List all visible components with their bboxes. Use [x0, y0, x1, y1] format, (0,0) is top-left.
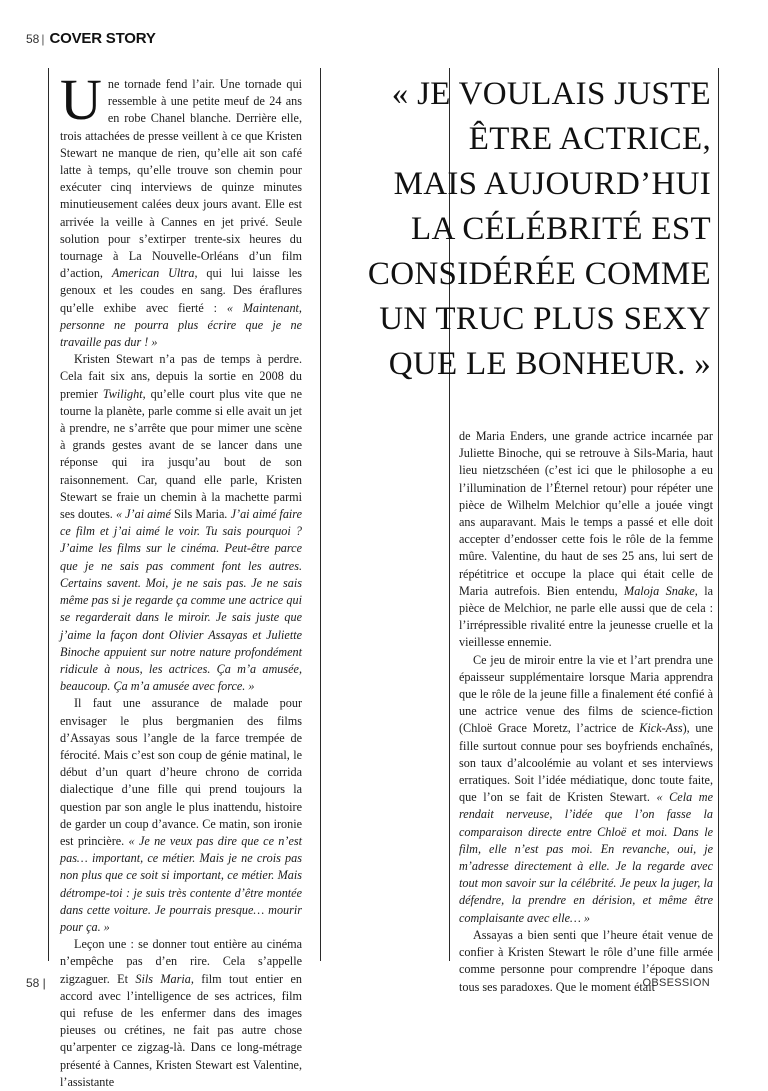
pull-quote-line: ÊTRE ACTRICE, — [468, 121, 711, 157]
paragraph — [60, 936, 302, 1091]
film-title: American Ultra, — [111, 266, 198, 281]
text-run: film tout entier en accord avec l’intelligence de ses actrices, film qui refuse de les enfermer dans des images pieuses ou crétines, ne fait pas autre chose qu’arpenter ce zigzag-là. Dans ce long-métrage présenté à Cannes, Kristen Stewart est Valentine, l’assistante — [60, 971, 302, 1089]
quote-text: « Cela me rendait nerveuse, l’idée que l’on fasse la comparaison directe entre Chloë et moi. Dans le film, elle n’est pas moi. En revanche, oui, je m’adresse directement à elle. Je la regarde avec tout mon savoir sur la célébrité. Je peux la juger, la défendre, la prendre en dérision, et même être complaisante avec elle… » — [459, 790, 714, 925]
text-run: qui lui laisse les genoux et les coudes en sang. Des éraflures qu’elle exhibe avec fierté : — [60, 266, 303, 315]
article-column-2 — [459, 428, 713, 996]
text-run: Il faut une assurance de malade pour envisager le plus bergmanien des films d’Assayas sous l’angle de la farce trempée de férocité. Mais c’est son coup de génie matinal, le début d’un quart d’heure chrono de corrida dialectique d’une fille qui prend toujours la question par son angle le plus inattendu, histoire de garder un coup d’avance. Ce matin, son ironie est princière. — [60, 696, 302, 848]
quote-text: « Maintenant, personne ne pourra plus écrire que je ne travaille pas dur ! » — [60, 300, 302, 350]
film-title: Twilight, — [102, 386, 146, 401]
film-title: Sils Maria, — [135, 971, 194, 986]
text-run: qu’elle court plus vite que ne tourne la planète, parle comme si elle avait un jet à prendre, ne s’arrête que pour mimer une scène à grands gestes avant de se lancer dans une réponse qui ira jusqu’au bout de son raisonnement. Car, quand elle parle, Kristen Stewart se fraie un chemin à la machette parmi ses doutes. — [60, 386, 302, 522]
pull-quote — [320, 72, 711, 387]
play-title: Maloja Snake, — [624, 583, 698, 598]
pull-quote-line: QUE LE BONHEUR. » — [388, 346, 711, 382]
footer-magazine-name: OBSESSION — [642, 977, 710, 989]
footer-page-number: 58 | — [26, 976, 46, 990]
text-run: ne tornade fend l’air. Une tornade qui ressemble à une petite meuf de 24 ans en robe Chanel blanche. Derrière elle, trois attachées de presse veillent à ce que Kristen Stewart ne manque de rien, qu’elle ait son café latte à temps, qu’elle trouve son chemin pour exécuter cinq interviews de quinze minutes minutieusement calées deux jours avant. Elle est arrivée la veille à Cannes en jet privé. Seule solution pour s’extirper trente-six heures du tournage à La Nouvelle-Orléans d’un film d’action, — [60, 77, 302, 281]
paragraph — [60, 67, 303, 351]
pull-quote-line: CONSIDÉRÉE COMME — [367, 256, 711, 292]
text-run: Kristen Stewart n’a pas de temps à perdre. Cela fait six ans, depuis la sortie en 2008 du premier — [60, 352, 302, 401]
column-rule-right — [718, 68, 719, 961]
paragraph — [459, 428, 713, 652]
paragraph — [60, 351, 302, 695]
paragraph — [60, 695, 302, 936]
section-title: COVER STORY — [49, 30, 156, 47]
text-run: de Maria Enders, une grande actrice incarnée par Juliette Binoche, qui se retrouve à Sils-Maria, haut lieu nietzschéen (c’est ici que le philosophe a eu l’illumination de l’Éternel retour) pour répéter une pièce de Wilhelm Melchior qu’elle a jouée vingt ans auparavant. Mais le temps a passé et elle doit accepter d’endosser cette fois le rôle de la femme mûre. Valentine, du haut de ses 25 ans, lui sert de répétitrice et occupe la place qui était celle de Maria autrefois. Bien entendu, — [459, 429, 713, 598]
text-run: ), une fille surtout connue pour ses boyfriends enchaînés, son taux d’alcoolémie au volant et ses interviews erratiques. Soit l’idée médiatique, donc toute faite, que l’on se fait de Kristen Stewart. — [459, 721, 714, 805]
text-run: Ce jeu de miroir entre la vie et l’art prendra une épaisseur supplémentaire lorsque Maria apprendra que le rôle de la jeune fille a finalement été confié à une actrice venue des films de science-fiction (Chloë Grace Moretz, l’actrice de — [459, 652, 713, 736]
quote-text: « J’ai aimé — [115, 507, 174, 522]
pull-quote-line: MAIS AUJOURD’HUI — [393, 166, 711, 202]
film-title: Sils Maria — [173, 507, 225, 522]
article-column-1 — [60, 67, 303, 1091]
page-number: 58 — [26, 32, 40, 46]
text-run: Leçon une : se donner tout entière au cinéma n’empêche pas d’en rire. Cela s’appelle zigzaguer. Et — [60, 937, 302, 986]
drop-cap: U — [60, 67, 102, 132]
pull-quote-line: UN TRUC PLUS SEXY — [379, 301, 711, 337]
page-header — [26, 30, 156, 50]
pull-quote-line: « JE VOULAIS JUSTE — [391, 76, 711, 112]
quote-text: « Je ne veux pas dire que ce n’est pas… important, ce métier. Mais je ne crois pas non plus que ce soit si important, ce métier. Mais détrompe-toi : je suis très contente d’être montée dans cette voiture. Je pourrais presque… mourir pour ça. » — [60, 833, 302, 934]
header-separator: | — [41, 32, 45, 46]
pull-quote-line: LA CÉLÉBRITÉ EST — [411, 211, 711, 247]
paragraph — [459, 652, 713, 927]
column-rule-left — [48, 68, 49, 961]
film-title: Kick-Ass — [639, 721, 683, 736]
quote-text: . J’ai aimé faire ce film et j’ai aimé le voir. Tu sais pourquoi ? J’aime les films sur le cinéma. Peut-être parce que je ne sais pas comment font les autres. Certains savent. Moi, je ne sais pas. Je ne sais même pas si je regarde ça comme une actrice qui se regarderait dans le miroir. Je sais juste que j’aime la façon dont Olivier Assayas et Juliette Binoche appuient sur notre nature profondément ridicule à nous, les actrices. Ça m’a amusée, beaucoup. Ça m’a amusée avec force. » — [60, 507, 302, 694]
text-run: Assayas a bien senti que l’heure était venue de confier à Kristen Stewart le rôle d’une fille armée comme personne pour comprendre l’époque dans tous ses paradoxes. Que le moment était — [459, 927, 713, 994]
text-run: la pièce de Melchior, ne parle elle aussi que de cela : l’irrépressible rivalité entre la jeunesse cruelle et la vieillesse ennemie. — [459, 583, 714, 650]
